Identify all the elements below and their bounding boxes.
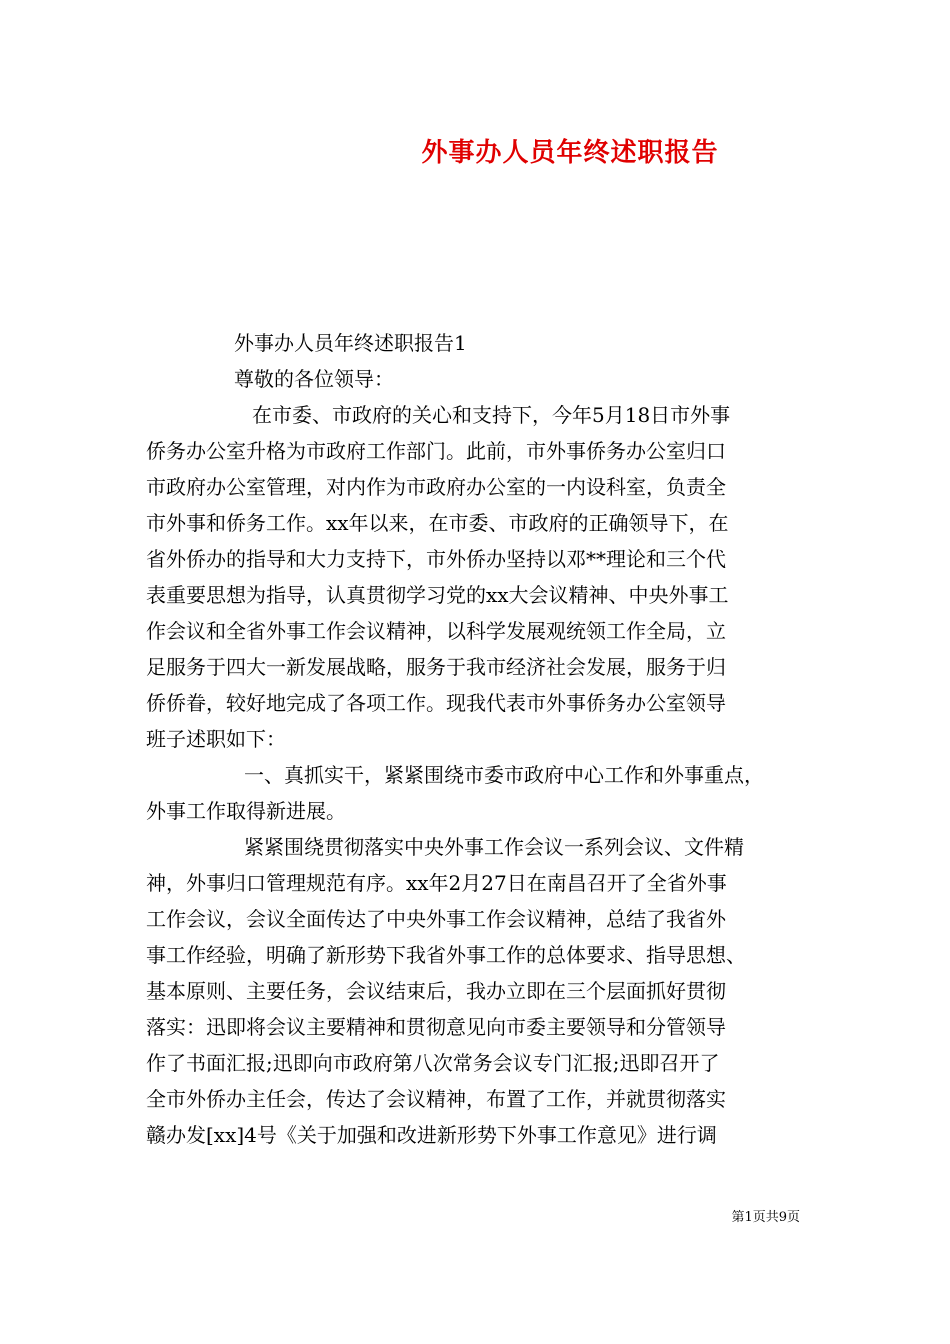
document-title: 外事办人员年终述职报告 — [421, 138, 719, 168]
salutation: 尊敬的各位领导： — [234, 367, 394, 391]
paragraph-line: 紧紧围绕贯彻落实中央外事工作会议一系列会议、文件精 — [244, 835, 744, 859]
section-heading-line: 外事工作取得新进展。 — [146, 799, 346, 823]
paragraph-line: 市政府办公室管理，对内作为市政府办公室的一内设科室，负责全 — [146, 475, 726, 499]
page-number: 第1页共9页 — [731, 1210, 800, 1225]
paragraph-line: 市外事和侨务工作。xx年以来，在市委、市政府的正确领导下，在 — [146, 511, 729, 535]
paragraph-line: 作会议和全省外事工作会议精神，以科学发展观统领工作全局，立 — [146, 619, 726, 643]
paragraph-line: 赣办发[xx]4号《关于加强和改进新形势下外事工作意见》进行调 — [146, 1123, 717, 1147]
paragraph-line: 省外侨办的指导和大力支持下，市外侨办坚持以邓**理论和三个代 — [146, 547, 726, 571]
paragraph-line: 足服务于四大一新发展战略，服务于我市经济社会发展，服务于归 — [146, 655, 726, 679]
paragraph-line: 落实：迅即将会议主要精神和贯彻意见向市委主要领导和分管领导 — [146, 1015, 726, 1039]
section-heading-line: 一、真抓实干，紧紧围绕市委市政府中心工作和外事重点， — [244, 763, 764, 787]
paragraph-line: 基本原则、主要任务，会议结束后，我办立即在三个层面抓好贯彻 — [146, 979, 726, 1003]
paragraph-line: 侨务办公室升格为市政府工作部门。此前，市外事侨务办公室归口 — [146, 439, 726, 463]
report-subtitle: 外事办人员年终述职报告1 — [234, 331, 467, 355]
paragraph-line: 班子述职如下： — [146, 727, 286, 751]
paragraph-line: 全市外侨办主任会，传达了会议精神，布置了工作，并就贯彻落实 — [146, 1087, 726, 1111]
paragraph-line: 神，外事归口管理规范有序。xx年2月27日在南昌召开了全省外事 — [146, 871, 727, 895]
paragraph-line: 表重要思想为指导，认真贯彻学习党的xx大会议精神、中央外事工 — [146, 583, 729, 607]
paragraph-line: 在市委、市政府的关心和支持下，今年5月18日市外事 — [252, 403, 731, 427]
paragraph-line: 作了书面汇报;迅即向市政府第八次常务会议专门汇报;迅即召开了 — [146, 1051, 720, 1075]
paragraph-line: 工作会议，会议全面传达了中央外事工作会议精神，总结了我省外 — [146, 907, 726, 931]
paragraph-line: 侨侨眷，较好地完成了各项工作。现我代表市外事侨务办公室领导 — [146, 691, 726, 715]
document-body — [146, 325, 810, 1153]
paragraph-line: 事工作经验，明确了新形势下我省外事工作的总体要求、指导思想、 — [146, 943, 746, 967]
